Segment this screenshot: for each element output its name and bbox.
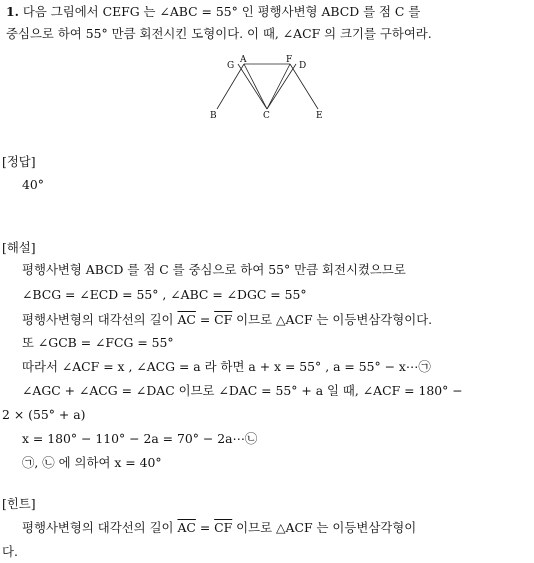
segment-CF: [267, 64, 290, 109]
segment-DC: [267, 64, 296, 109]
problem-text-1: 다음 그림에서 CEFG 는 ∠ABC = 55° 인 평행사변형 ABCD 를 점 C 를: [22, 4, 421, 19]
label-E: E: [316, 111, 323, 121]
solution-line-5: 따라서 ∠ACF = x , ∠ACG = a 라 하면 a + x = 55° , a = 55° − x⋯㉠: [22, 359, 431, 374]
solution-line-3-text-a: 평행사변형의 대각선의 길이: [22, 312, 178, 327]
label-G: G: [227, 61, 235, 71]
solution-line-3: [22, 312, 432, 327]
solution-line-8: x = 180° − 110° − 2a = 70° − 2a⋯㉡: [22, 431, 258, 446]
answer-value: 40°: [22, 177, 44, 192]
label-B: B: [210, 111, 217, 121]
hint-segment-AC-notation: $\overline{AC}$: [177, 520, 196, 535]
segment-CF-notation: $\overline{CF}$: [214, 312, 233, 327]
solution-line-9: ㉠, ㉡ 에 의하여 x = 40°: [22, 455, 162, 470]
segment-AC: [244, 64, 267, 109]
label-F: F: [286, 55, 293, 65]
problem-line-1: [6, 4, 420, 19]
solution-line-3-equals: =: [195, 312, 215, 327]
hint-line-1-equals: =: [195, 520, 215, 535]
problem-number: 1.: [6, 4, 19, 19]
solution-line-7: 2 × (55° + a): [2, 407, 86, 422]
solution-line-4: 또 ∠GCB = ∠FCG = 55°: [22, 335, 174, 350]
solution-line-6: ∠AGC + ∠ACG = ∠DAC 이므로 ∠DAC = 55° + a 일 때, ∠ACF = 180° −: [22, 383, 463, 398]
label-C: C: [263, 111, 270, 121]
hint-line-2: 다.: [2, 544, 18, 559]
hint-line-1-text-a: 평행사변형의 대각선의 길이: [22, 520, 178, 535]
problem-line-2: 중심으로 하여 55° 만큼 회전시킨 도형이다. 이 때, ∠ACF 의 크기를 구하여라.: [6, 26, 432, 41]
label-A: A: [240, 55, 247, 65]
solution-line-2: ∠BCG = ∠ECD = 55° , ∠ABC = ∠DGC = 55°: [22, 287, 307, 302]
solution-line-3-text-c: 이므로 △ACF 는 이등변삼각형이다.: [232, 312, 433, 327]
hint-line-1-text-c: 이므로 △ACF 는 이등변삼각형이: [232, 520, 417, 535]
segment-AC-notation: $\overline{AC}$: [177, 312, 196, 327]
segment-GC: [238, 64, 267, 109]
solution-line-1: 평행사변형 ABCD 를 점 C 를 중심으로 하여 55° 만큼 회전시켰으므로: [22, 262, 406, 277]
label-D: D: [299, 61, 307, 71]
hint-line-1: [22, 520, 416, 535]
geometry-figure: [200, 52, 340, 126]
hint-header: [힌트]: [2, 496, 36, 511]
hint-segment-CF-notation: $\overline{CF}$: [214, 520, 233, 535]
answer-header: [정답]: [2, 154, 36, 169]
solution-header: [해설]: [2, 240, 36, 255]
